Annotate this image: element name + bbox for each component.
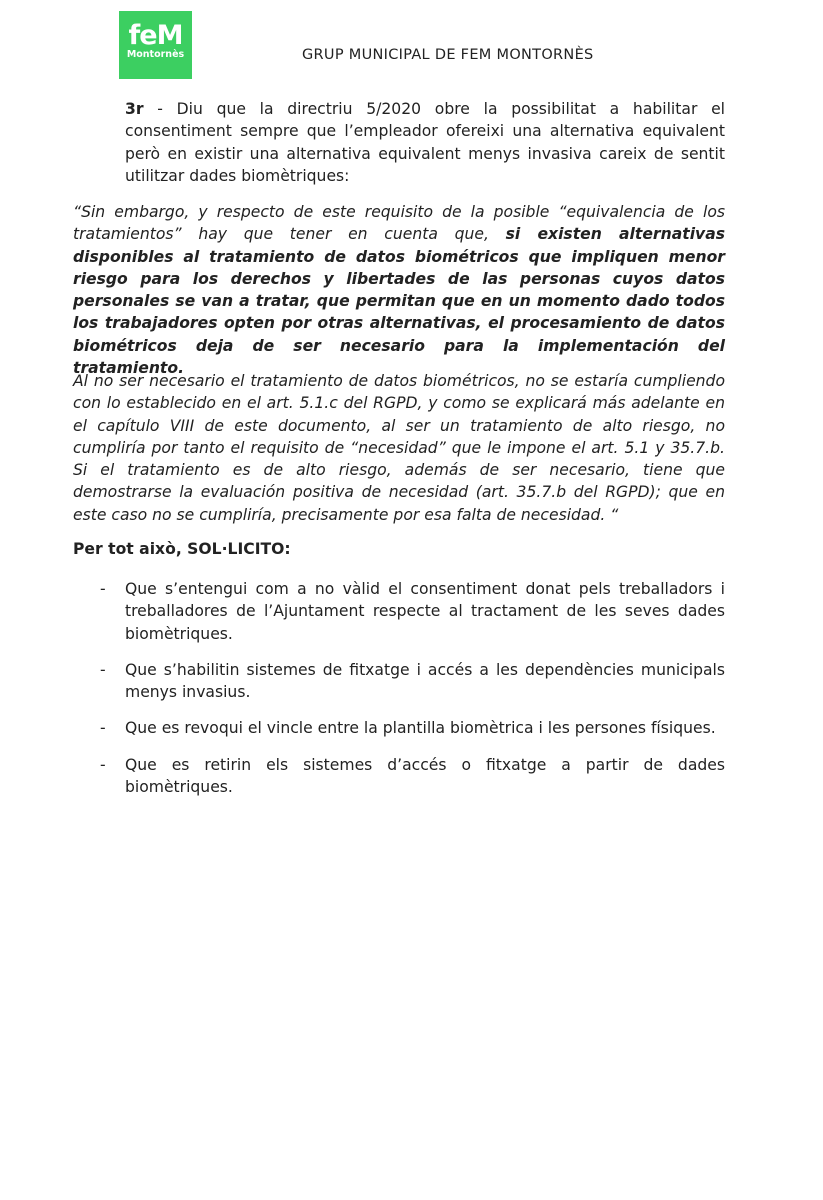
request-list xyxy=(73,578,725,812)
quote-paragraph-2: Al no ser necesario el tratamiento de datos biométricos, no se estaría cumpliendo con lo establecido en el art. 5.1.c del RGPD, y como se explicará más adelante en el capítulo VIII de este documento, al ser un tratamiento de alto riesgo, no cumpliría por tanto el requisito de “necesidad” que le impone el art. 5.1 y 35.7.b. Si el tratamiento es de alto riesgo, además de ser necesario, tiene que demostrarse la evaluación positiva de necesidad (art. 35.7.b del RGPD); que en este caso no se cumpliría, precisamente por esa falta de necesidad. “ xyxy=(73,372,725,524)
quote-1-bold: si existen alternativas disponibles al tratamiento de datos biométricos que impliquen menor riesgo para los derechos y libertades de las personas cuyos datos personales se van a tratar, que permitan que en un momento dado todos los trabajadores opten por otras alternativas, el procesamiento de datos biométricos deja de ser necesario para la implementación del tratamiento. xyxy=(73,225,726,378)
party-logo xyxy=(119,11,192,79)
point-3-text: - Diu que la directriu 5/2020 obre la possibilitat a habilitar el consentiment sempre que l’empleador ofereixi una alternativa equivalent però en existir una alternativa equivalent menys invasiva careix de sentit utilitzar dades biomètriques: xyxy=(125,100,725,185)
quote-paragraph-1 xyxy=(73,201,725,379)
logo-wordmark: feM xyxy=(128,20,183,51)
list-item xyxy=(73,578,725,645)
list-dash: - xyxy=(100,755,106,774)
list-item xyxy=(73,717,725,739)
list-dash: - xyxy=(100,580,106,598)
list-dash: - xyxy=(100,719,106,738)
quote-1-intro: “Sin embargo, y respecto de este requisito de la posible “equivalencia de los tratamientos” hay que tener en cuenta que, xyxy=(73,203,725,244)
list-item-text: Que s’habilitin sistemes de fitxatge i accés a les dependències municipals menys invasius. xyxy=(125,660,725,702)
list-item-text: Que es retirin els sistemes d’accés o fitxatge a partir de dades biomètriques. xyxy=(125,755,725,797)
list-item-text: Que s’entengui com a no vàlid el consentiment donat pels treballadors i treballadores de l’Ajuntament respecte al tractament de les seves dades biomètriques. xyxy=(125,580,725,643)
list-item-text: Que es revoqui el vincle entre la plantilla biomètrica i les persones físiques. xyxy=(125,719,716,738)
point-3-label: 3r xyxy=(125,100,144,118)
point-3-paragraph xyxy=(125,98,725,187)
list-item xyxy=(73,754,725,799)
request-heading: Per tot això, SOL·LICITO: xyxy=(73,540,291,558)
list-item xyxy=(73,659,725,704)
logo-subtitle: Montornès xyxy=(126,49,185,60)
list-dash: - xyxy=(100,660,106,679)
header-title: GRUP MUNICIPAL DE FEM MONTORNÈS xyxy=(302,47,594,63)
